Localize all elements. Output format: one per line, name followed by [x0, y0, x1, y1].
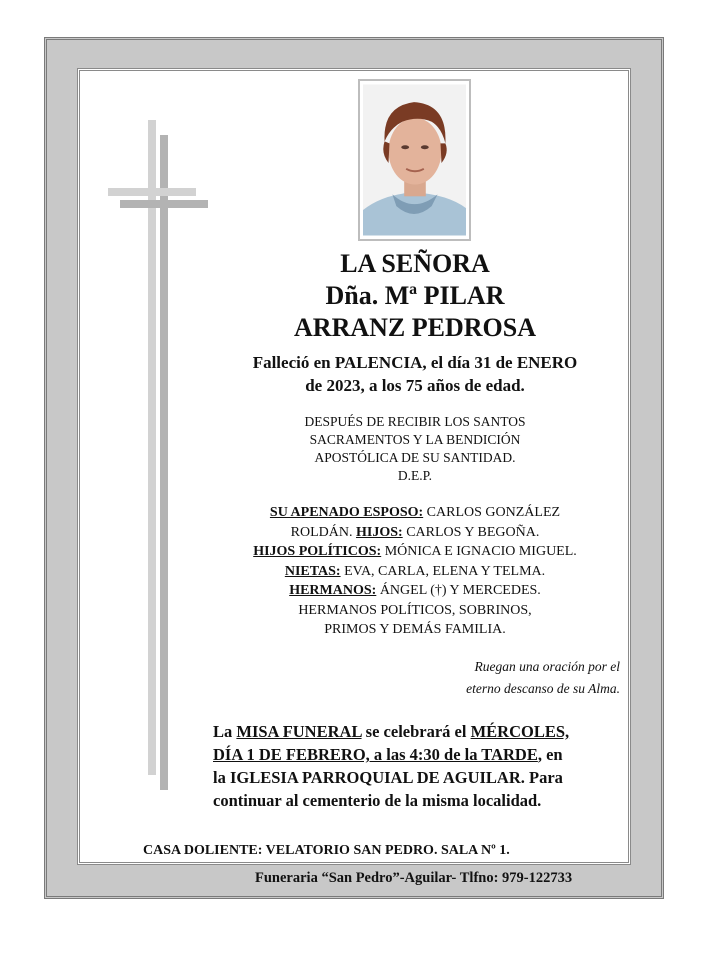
- grandchildren-value: EVA, CARLA, ELENA Y TELMA.: [340, 563, 546, 579]
- mass-text: La: [213, 722, 237, 741]
- family-line-rest: HERMANOS POLÍTICOS, SOBRINOS,: [298, 602, 532, 618]
- inlaws-value: MÓNICA E IGNACIO MIGUEL.: [381, 544, 577, 559]
- wake-location: CASA DOLIENTE: VELATORIO SAN PEDRO. SALA Nº 1.: [143, 843, 510, 858]
- siblings-label: HERMANOS:: [289, 583, 377, 598]
- grandchildren-label: NIETAS:: [284, 563, 341, 579]
- mass-line: la IGLESIA PARROQUIAL DE AGUILAR. Para: [213, 768, 563, 787]
- family-line-children: [210, 523, 620, 543]
- cross-icon-vertical-shadow: [160, 135, 168, 790]
- mass-line: [213, 743, 623, 766]
- prayer-line: eterno descanso de su Alma.: [466, 681, 620, 696]
- portrait-image: [363, 84, 466, 236]
- rites-line: D.E.P.: [397, 468, 433, 483]
- title-surnames: ARRANZ PEDROSA: [294, 313, 536, 342]
- siblings-value: ÁNGEL (†) Y MERCEDES.: [376, 583, 541, 598]
- spouse-label: SU APENADO ESPOSO:: [269, 505, 424, 520]
- funeral-mass-notice: [213, 720, 623, 812]
- family-line-spouse: [210, 503, 620, 523]
- rites-line: SACRAMENTOS Y LA BENDICIÓN: [309, 432, 521, 447]
- family-list: [210, 503, 620, 640]
- rites-paragraph: [230, 413, 600, 485]
- funeral-home-contact: Funeraria “San Pedro”-Aguilar- Tlfno: 979-122733: [255, 870, 573, 886]
- cross-icon-horizontal-shadow: [120, 200, 208, 208]
- deceased-portrait-photo: [358, 79, 471, 241]
- mass-line: [213, 720, 623, 743]
- cross-icon-vertical-light: [148, 120, 156, 775]
- prayer-line: Ruegan una oración por el: [474, 659, 620, 674]
- mass-highlight: DÍA 1 DE FEBRERO, a las 4:30 de la TARDE: [213, 745, 538, 764]
- death-notice-line: de 2023, a los 75 años de edad.: [305, 376, 525, 395]
- mass-text: , en: [537, 745, 563, 764]
- family-line-inlaws: [210, 542, 620, 562]
- inlaws-label: HIJOS POLÍTICOS:: [253, 544, 382, 559]
- family-line-siblings: [210, 581, 620, 601]
- mass-line: continuar al cementerio de la misma localidad.: [213, 791, 542, 810]
- family-line-rest: PRIMOS Y DEMÁS FAMILIA.: [324, 622, 506, 637]
- family-line-grandchildren: [210, 562, 620, 582]
- mass-highlight: MISA FUNERAL: [236, 722, 362, 741]
- prayer-request: [380, 656, 620, 700]
- mass-highlight: MÉRCOLES,: [470, 722, 570, 741]
- death-notice-line: Falleció en PALENCIA, el día 31 de ENERO: [252, 353, 578, 372]
- cross-icon-horizontal-light: [108, 188, 196, 196]
- rites-line: DESPUÉS DE RECIBIR LOS SANTOS: [304, 414, 526, 429]
- children-value: CARLOS Y BEGOÑA.: [402, 524, 540, 540]
- spouse-value: CARLOS GONZÁLEZ: [423, 505, 561, 520]
- title-honorific: LA SEÑORA: [340, 249, 490, 278]
- death-notice: [220, 351, 610, 397]
- spouse-value-cont: ROLDÁN.: [290, 524, 356, 540]
- mass-text: se celebrará el: [361, 722, 471, 741]
- children-label: HIJOS:: [356, 524, 403, 540]
- rites-line: APOSTÓLICA DE SU SANTIDAD.: [314, 450, 516, 465]
- title-first-name: Dña. Mª PILAR: [325, 281, 505, 310]
